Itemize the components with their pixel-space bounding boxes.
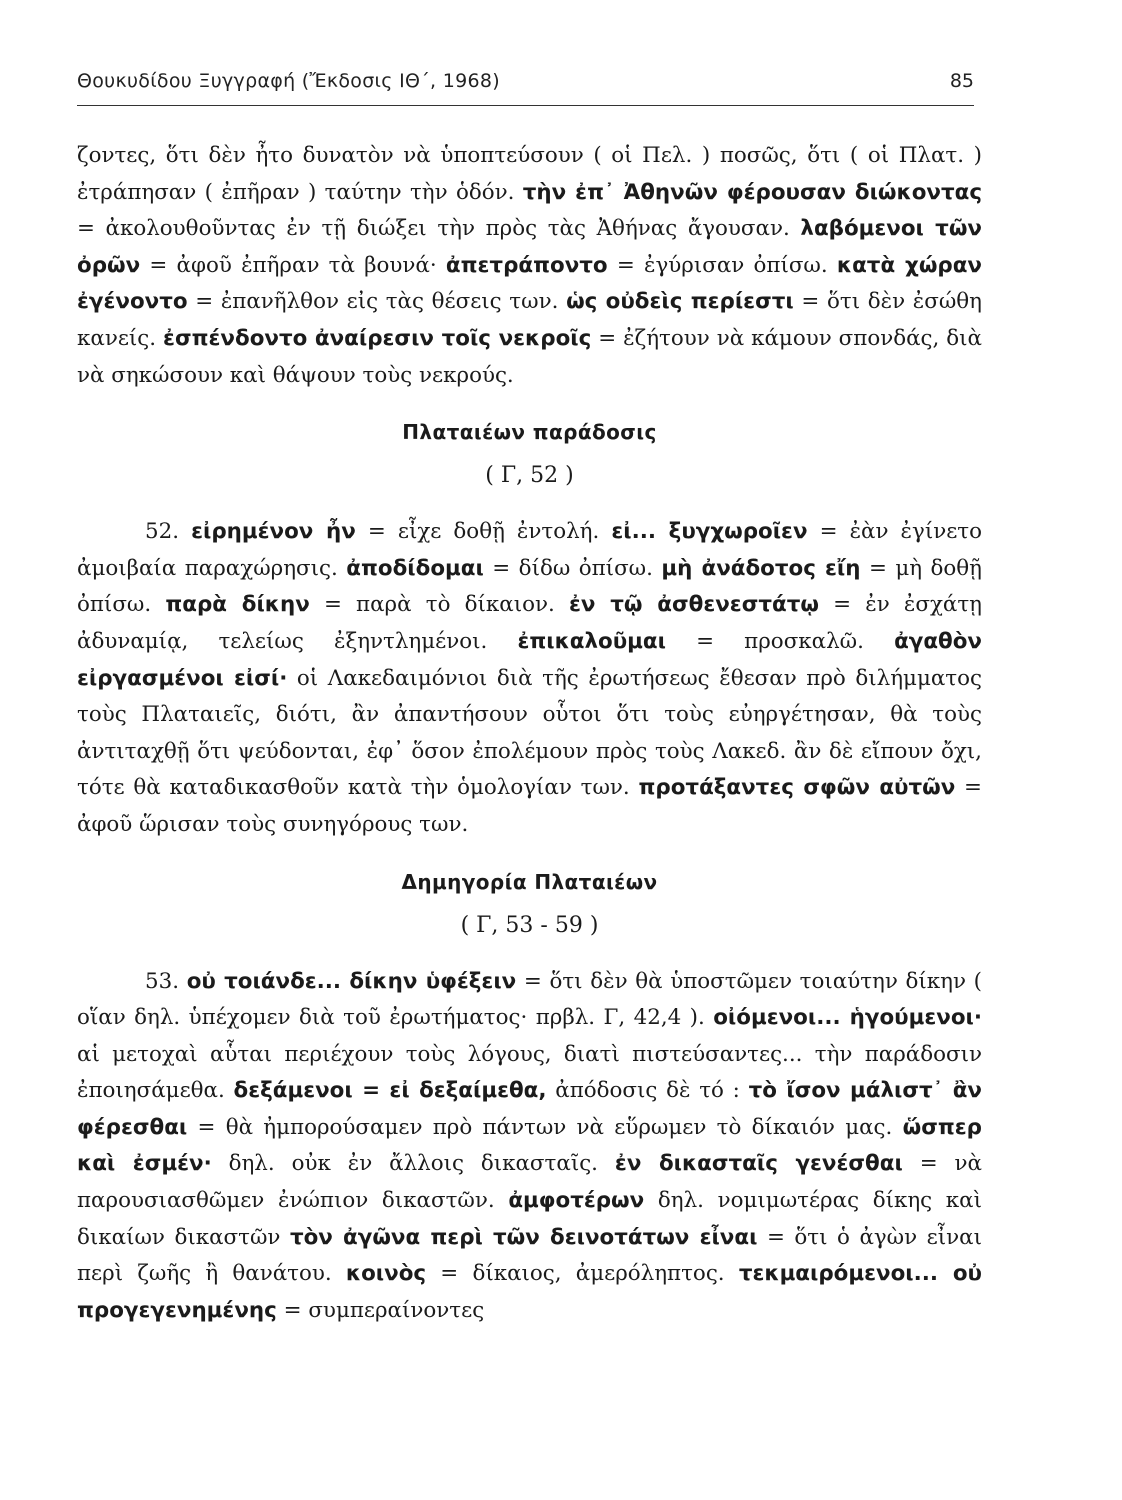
lemma: ἀγαθὸν εἰργασμένοι εἰσί·: [77, 628, 982, 691]
paragraph-commentary-51: ζοντες, ὅτι δὲν ἦτο δυνατὸν νὰ ὑποπτεύσουν ( οἱ Πελ. ) ποσῶς, ὅτι ( οἱ Πλατ. ) ἐτράπησαν ( ἐπῆραν ) ταύτην τὴν ὁδόν. τὴν ἐπ᾽ Ἀθηνῶν φέρουσαν διώκοντας = ἀκολουθοῦντας ἐν τῇ διώξει τὴν πρὸς τὰς Ἀθήνας ἄγουσαν. λαβόμενοι τῶν ὀρῶν = ἀφοῦ ἐπῆραν τὰ βουνά· ἀπετράποντο = ἐγύρισαν ὀπίσω. κατὰ χώραν ἐγένοντο = ἐπανῆλθον εἰς τὰς θέσεις των. ὡς οὐδεὶς περίεστι = ὅτι δὲν ἐσώθη κανείς. ἐσπένδοντο ἀναίρεσιν τοῖς νεκροῖς = ἐζήτουν νὰ κάμουν σπονδάς, διὰ νὰ σηκώσουν καὶ θάψουν τοὺς νεκρούς.: [77, 143, 982, 388]
chapter-number: 53.: [145, 968, 187, 994]
lemma: κοινὸς: [345, 1261, 427, 1287]
lemma: ἐν δικασταῖς γενέσθαι: [614, 1151, 903, 1177]
lemma: ἀμφοτέρων: [508, 1188, 645, 1214]
page-body: [77, 138, 982, 1329]
lemma: οὐ τοιάνδε... δίκην ὑφέξειν: [186, 968, 517, 994]
running-title: Θουκυδίδου Ξυγγραφή (Ἔκδοσις ΙΘ΄, 1968): [77, 70, 500, 92]
lemma: τὴν ἐπ᾽ Ἀθηνῶν φέρουσαν διώκοντας: [522, 179, 982, 205]
lemma: κατὰ χώραν ἐγένοντο: [77, 252, 982, 315]
lemma: τὸ ἴσον μάλιστ᾽ ἂν φέρεσθαι: [77, 1078, 982, 1140]
lemma: λαβόμενοι τῶν ὀρῶν: [77, 216, 982, 278]
lemma: παρὰ δίκην: [165, 592, 310, 618]
lemma: ἐσπένδοντο ἀναίρεσιν τοῖς νεκροῖς: [163, 325, 592, 351]
lemma: προτάξαντες σφῶν αὐτῶν: [638, 775, 956, 801]
lemma: ἀπετράποντο: [445, 252, 608, 278]
lemma: τὸν ἀγῶνα περὶ τῶν δεινοτάτων εἶναι: [289, 1224, 758, 1250]
chapter-number: 52.: [145, 519, 192, 545]
page-number: 85: [949, 70, 974, 92]
header-rule: [77, 105, 974, 106]
section-heading: Πλαταιέων παράδοσις: [402, 420, 657, 445]
section-reference: ( Γ, 53 - 59 ): [460, 912, 599, 938]
lemma: ἐν τῷ ἀσθενεστάτῳ: [568, 592, 819, 618]
lemma: ἐπικαλοῦμαι: [517, 628, 666, 654]
lemma: μὴ ἀνάδοτος εἴη: [661, 555, 861, 581]
section-heading: Δημηγορία Πλαταιέων: [401, 869, 658, 894]
section-reference: ( Γ, 52 ): [485, 463, 574, 489]
lemma: εἰρημένον ἦν: [191, 519, 356, 545]
lemma: εἰ... ξυγχωροῖεν: [611, 519, 808, 545]
lemma: ἀποδίδομαι: [346, 555, 484, 581]
paragraph-commentary-53: 53. οὐ τοιάνδε... δίκην ὑφέξειν = ὅτι δὲν θὰ ὑποστῶμεν τοιαύτην δίκην ( οἵαν δηλ. ὑπέχομεν διὰ τοῦ ἐρωτήματος· πρβλ. Γ, 42,4 ). οἰόμενοι... ἡγούμενοι· αἱ μετοχαὶ αὗται περιέχουν τοὺς λόγους, διατὶ πιστεύσαντες... τὴν παράδοσιν ἐποιησάμεθα. δεξάμενοι = εἰ δεξαίμεθα, ἀπόδοσις δὲ τό : τὸ ἴσον μάλιστ᾽ ἂν φέρεσθαι = θὰ ἠμπορούσαμεν πρὸ πάντων νὰ εὕρωμεν τὸ δίκαιόν μας. ὥσπερ καὶ ἐσμέν· δηλ. οὐκ ἐν ἄλλοις δικασταῖς. ἐν δικασταῖς γενέσθαι = νὰ παρουσιασθῶμεν ἐνώπιον δικαστῶν. ἀμφοτέρων δηλ. νομιμωτέρας δίκης καὶ δικαίων δικαστῶν τὸν ἀγῶνα περὶ τῶν δεινοτάτων εἶναι = ὅτι ὁ ἀγὼν εἶναι περὶ ζωῆς ἢ θανάτου. κοινὸς = δίκαιος, ἀμερόληπτος. τεκμαιρόμενοι... οὐ προγεγενημένης = συμπεραίνοντες: [77, 968, 983, 1323]
lemma: οἰόμενοι... ἡγούμενοι·: [713, 1005, 982, 1031]
lemma: τεκμαιρόμενοι... οὐ προγεγενημένης: [77, 1261, 982, 1323]
lemma: δεξάμενοι = εἰ δεξαίμεθα,: [233, 1078, 547, 1104]
paragraph-commentary-52: 52. εἰρημένον ἦν = εἶχε δοθῇ ἐντολή. εἰ... ξυγχωροῖεν = ἐὰν ἐγίνετο ἀμοιβαία παραχώρησις. ἀποδίδομαι = δίδω ὀπίσω. μὴ ἀνάδοτος εἴη = μὴ δοθῇ ὀπίσω. παρὰ δίκην = παρὰ τὸ δίκαιον. ἐν τῷ ἀσθενεστάτῳ = ἐν ἐσχάτῃ ἀδυναμίᾳ, τελείως ἐξηντλημένοι. ἐπικαλοῦμαι = προσκαλῶ. ἀγαθὸν εἰργασμένοι εἰσί· οἱ Λακεδαιμόνιοι διὰ τῆς ἐρωτήσεως ἔθεσαν πρὸ διλήμματος τοὺς Πλαταιεῖς, διότι, ἂν ἀπαντήσουν οὗτοι ὅτι τοὺς εὐηργέτησαν, θὰ τοὺς ἀντιταχθῇ ὅτι ψεύδονται, ἐφ᾽ ὅσον ἐπολέμουν πρὸς τοὺς Λακεδ. ἂν δὲ εἴπουν ὄχι, τότε θὰ καταδικασθοῦν κατὰ τὴν ὁμολογίαν των. προτάξαντες σφῶν αὐτῶν = ἀφοῦ ὥρισαν τοὺς συνηγόρους των.: [77, 519, 983, 837]
lemma: ὥσπερ καὶ ἐσμέν·: [77, 1114, 982, 1177]
lemma: ὡς οὐδεὶς περίεστι: [566, 289, 794, 315]
